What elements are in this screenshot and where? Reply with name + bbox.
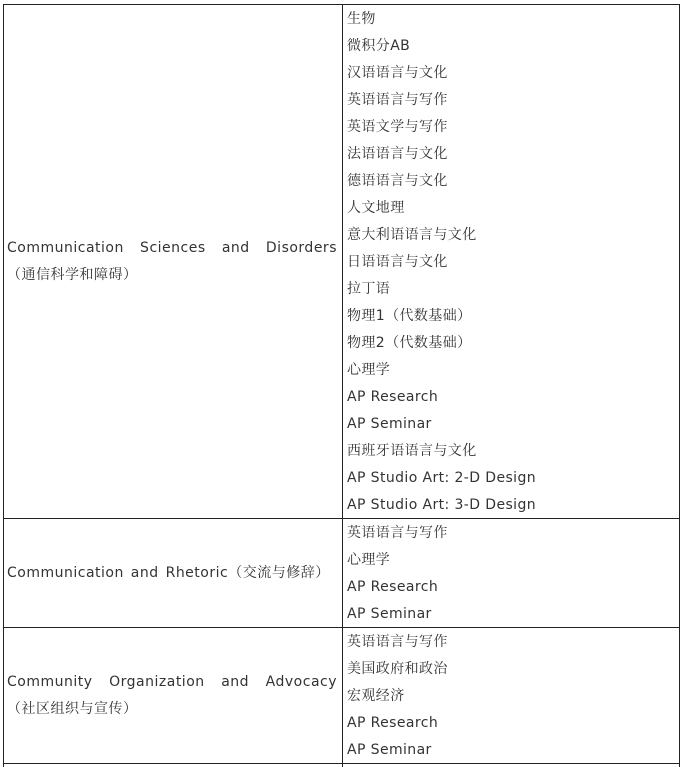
list-item: 拉丁语 [347, 281, 391, 297]
major-cell-communication-rhetoric: Communication and Rhetoric（交流与修辞） [7, 565, 330, 581]
column-divider [342, 4, 343, 767]
list-item: 日语语言与文化 [347, 254, 448, 270]
list-item: 物理1（代数基础） [347, 308, 472, 324]
list-item: 心理学 [347, 552, 391, 568]
list-item: AP Seminar [347, 416, 432, 432]
list-item: 心理学 [347, 362, 391, 378]
list-item: 英语语言与写作 [347, 634, 448, 650]
list-item: AP Research [347, 715, 439, 731]
major-cell-communication-sciences: Communication Sciences and Disorders（通信科学和障碍） [7, 240, 337, 283]
table-border-right [679, 4, 680, 767]
table-border-left [3, 4, 4, 767]
list-item: 英语语言与写作 [347, 525, 448, 541]
major-cell-community-organization: Community Organization and Advocacy（社区组织与宣传） [7, 674, 337, 717]
course-list-communication-rhetoric [347, 520, 672, 628]
list-item: AP Seminar [347, 606, 432, 622]
list-item: 西班牙语语言与文化 [347, 443, 477, 459]
course-list-communication-sciences [347, 6, 672, 519]
list-item: 生物 [347, 11, 376, 27]
list-item: AP Studio Art: 3-D Design [347, 497, 537, 513]
list-item: 法语语言与文化 [347, 146, 448, 162]
list-item: 意大利语语言与文化 [347, 227, 477, 243]
list-item: 人文地理 [347, 200, 405, 216]
list-item: 汉语语言与文化 [347, 65, 448, 81]
list-item: AP Seminar [347, 742, 432, 758]
list-item: 美国政府和政治 [347, 661, 448, 677]
list-item: 微积分AB [347, 38, 411, 54]
list-item: 英语语言与写作 [347, 92, 448, 108]
list-item: 宏观经济 [347, 688, 405, 704]
course-list-community-organization [347, 629, 672, 764]
list-item: 英语文学与写作 [347, 119, 448, 135]
list-item: 物理2（代数基础） [347, 335, 472, 351]
list-item: AP Research [347, 389, 439, 405]
list-item: AP Studio Art: 2-D Design [347, 470, 537, 486]
list-item: AP Research [347, 579, 439, 595]
list-item: 德语语言与文化 [347, 173, 448, 189]
